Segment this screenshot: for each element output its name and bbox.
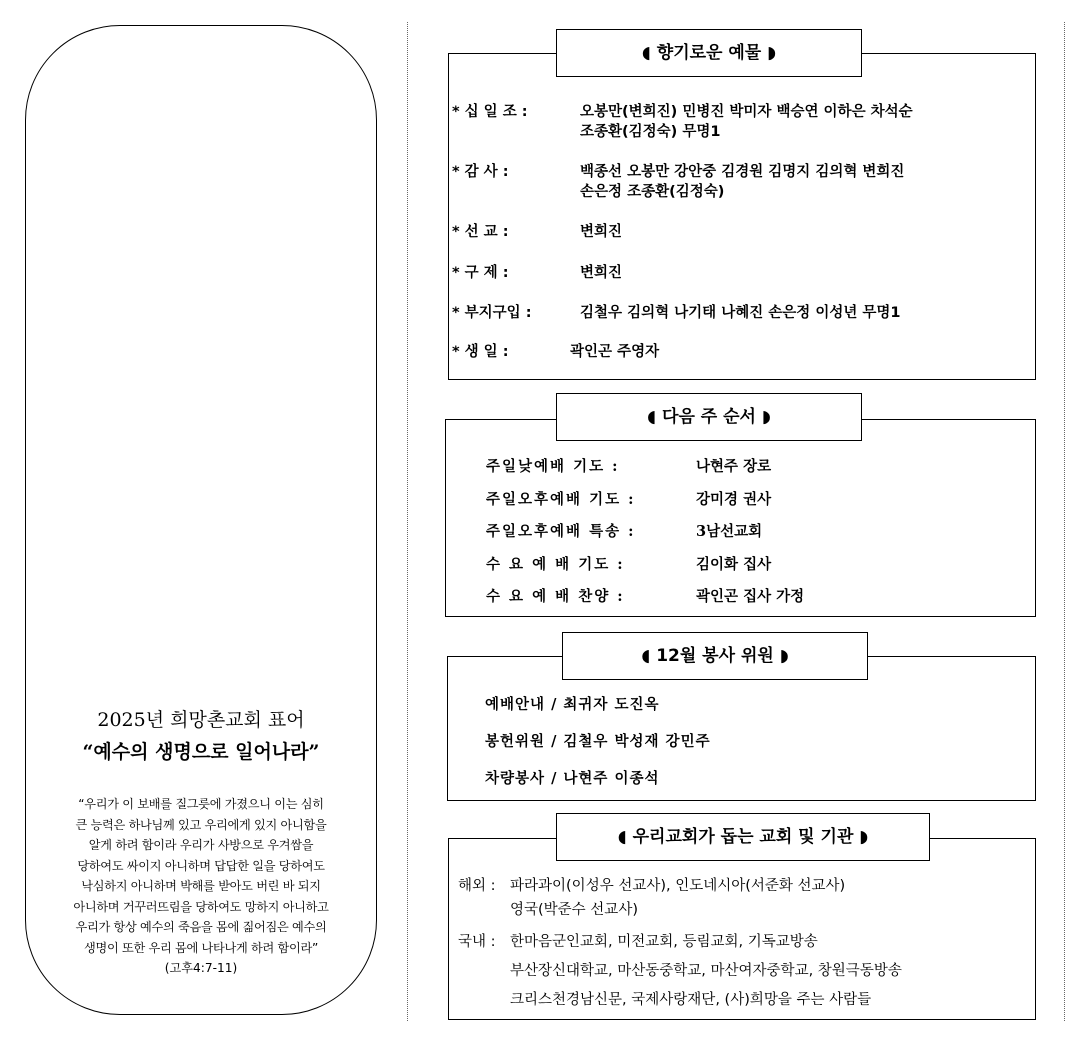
- offering-row-land: [452, 301, 901, 322]
- offerings-title: ◖ 향기로운 예물 ◗: [556, 29, 862, 77]
- verse-reference: (고후4:7-11): [164, 961, 238, 975]
- offering-value: 백종선 오봉만 강안중 김경원 김명지 김의혁 변희진: [580, 164, 905, 180]
- verse-line: “우리가 이 보배를 질그릇에 가졌으니 이는 심히: [78, 797, 324, 811]
- offering-label: * 선 교 :: [452, 224, 509, 240]
- next-week-label: 주일오후예배 특송 :: [486, 523, 636, 540]
- support-domestic-line: 부산장신대학교, 마산동중학교, 마산여자중학교, 창원극동방송: [510, 963, 902, 979]
- offering-value: 곽인곤 주영자: [570, 344, 660, 360]
- verse-line: 우리가 항상 예수의 죽음을 몸에 짊어짐은 예수의: [75, 920, 327, 934]
- support-title: ◖ 우리교회가 돕는 교회 및 기관 ◗: [556, 813, 930, 861]
- offering-value: 손은정 조종환(김정숙): [580, 184, 725, 200]
- verse-line: 아니하며 거꾸러뜨림을 당하여도 망하지 아니하고: [73, 899, 329, 914]
- offering-value: 조종환(김정숙) 무명1: [580, 124, 721, 140]
- support-domestic-line: 한마음군인교회, 미전교회, 등림교회, 기독교방송: [510, 934, 818, 950]
- motto-title: 2025년 희망촌교회 표어: [97, 709, 305, 731]
- next-week-title: ◖ 다음 주 순서 ◗: [556, 393, 862, 441]
- motto-subtitle: “예수의 생명으로 일어나라”: [82, 741, 320, 763]
- column-divider-left: [407, 22, 408, 1021]
- volunteer-row: 예배안내 / 최귀자 도진옥: [485, 696, 660, 713]
- next-week-value: 곽인곤 집사 가정: [696, 588, 805, 605]
- next-week-label: 주일낮예배 기도 :: [486, 458, 620, 475]
- offering-value: 변희진: [580, 224, 623, 240]
- offering-row-mission: [452, 220, 623, 241]
- offering-value: 변희진: [580, 265, 623, 281]
- offering-label: * 생 일 :: [452, 344, 509, 360]
- offering-row-thanks: [452, 160, 905, 200]
- volunteer-row: 봉헌위원 / 김철우 박성재 강민주: [485, 733, 711, 750]
- column-divider-right: [1064, 22, 1065, 1021]
- support-overseas-line: 영국(박준수 선교사): [510, 902, 638, 918]
- offering-row-relief: [452, 261, 623, 282]
- volunteer-row: 차량봉사 / 나현주 이종석: [485, 770, 660, 787]
- offering-value: 오봉만(변희진) 민병진 박미자 백승연 이하은 차석순: [580, 104, 913, 120]
- next-week-value: 나현주 장로: [696, 458, 772, 475]
- next-week-value: 3남선교회: [696, 523, 763, 540]
- support-overseas-line: 파라과이(이성우 선교사), 인도네시아(서준화 선교사): [510, 878, 846, 894]
- verse-line: 큰 능력은 하나님께 있고 우리에게 있지 아니함을: [75, 817, 327, 832]
- offering-row-tithe: [452, 100, 913, 140]
- next-week-label: 수 요 예 배 기도 :: [486, 556, 625, 573]
- verse-line: 당하여도 싸이지 아니하며 답답한 일을 당하여도: [77, 858, 325, 873]
- support-domestic-label: 국내 :: [458, 934, 496, 950]
- next-week-label: 수 요 예 배 찬양 :: [486, 588, 625, 605]
- motto-panel: [25, 25, 377, 1015]
- offering-label: * 감 사 :: [452, 164, 509, 180]
- offering-row-birthday: [452, 340, 660, 361]
- verse-line: 낙심하지 아니하며 박해를 받아도 버린 바 되지: [81, 879, 321, 893]
- support-overseas-label: 해외 :: [458, 878, 496, 894]
- support-domestic-line: 크리스천경남신문, 국제사랑재단, (사)희망을 주는 사람들: [510, 992, 872, 1008]
- verse-line: 생명이 또한 우리 몸에 나타나게 하려 함이라”: [84, 940, 318, 955]
- offering-label: * 십 일 조 :: [452, 104, 528, 120]
- offering-label: * 구 제 :: [452, 265, 509, 281]
- volunteers-title: ◖ 12월 봉사 위원 ◗: [562, 632, 868, 680]
- next-week-value: 강미경 권사: [696, 491, 772, 508]
- offering-value: 김철우 김의혁 나기태 나혜진 손은정 이성년 무명1: [580, 305, 901, 321]
- offering-label: * 부지구입 :: [452, 305, 532, 321]
- next-week-label: 주일오후예배 기도 :: [486, 491, 636, 508]
- next-week-value: 김이화 집사: [696, 556, 772, 573]
- verse-line: 알게 하려 함이라 우리가 사방으로 우겨쌈을: [88, 838, 314, 852]
- scripture-verse: [32, 794, 370, 958]
